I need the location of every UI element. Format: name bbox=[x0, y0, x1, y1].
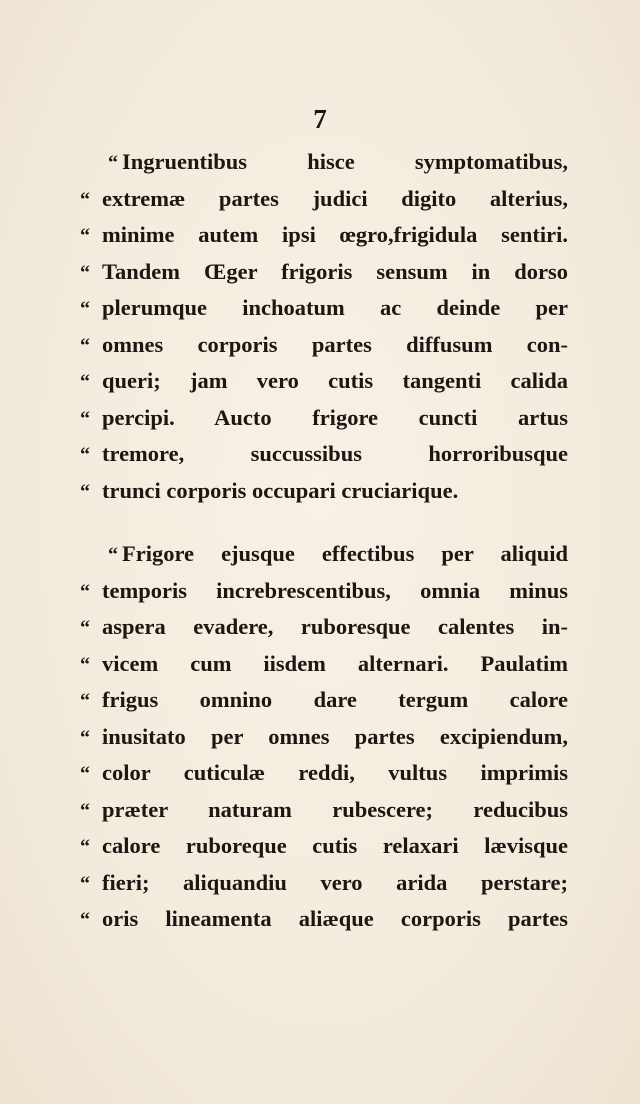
quote-mark: “ bbox=[80, 188, 90, 211]
quote-mark: “ bbox=[80, 617, 90, 639]
text-line: “ Tandem Œger frigoris sensum in dorso bbox=[80, 254, 568, 291]
quote-mark: “ bbox=[108, 544, 118, 566]
quote-mark: “ bbox=[80, 444, 90, 466]
quote-mark: “ bbox=[80, 480, 90, 503]
quote-mark: “ bbox=[80, 580, 90, 603]
quote-mark: “ bbox=[80, 225, 90, 247]
quote-mark: “ bbox=[80, 653, 90, 676]
text-line: “ plerumque inchoatum ac deinde per bbox=[80, 290, 568, 327]
quote-mark: “ bbox=[80, 872, 90, 895]
quote-mark: “ bbox=[80, 763, 90, 785]
text-line: “ vicem cum iisdem alternari. Paulatim bbox=[80, 646, 568, 683]
quote-mark: “ bbox=[80, 836, 90, 858]
text-line: “ percipi. Aucto frigore cuncti artus bbox=[80, 400, 568, 437]
quote-mark: “ bbox=[80, 799, 90, 822]
paragraph bbox=[80, 536, 568, 938]
text-line: “ oris lineamenta aliæque corporis partes bbox=[80, 901, 568, 938]
text-line: “ aspera evadere, ruboresque calentes in- bbox=[80, 609, 568, 646]
text-line: “ queri; jam vero cutis tangenti calida bbox=[80, 363, 568, 400]
quote-mark: “ bbox=[80, 407, 90, 430]
text-line: “ extremæ partes judici digito alterius, bbox=[80, 181, 568, 218]
text-line: “ tremore, succussibus horroribusque bbox=[80, 436, 568, 473]
text-line: “ Frigore ejusque effectibus per aliquid bbox=[80, 536, 568, 573]
quote-mark: “ bbox=[108, 152, 118, 174]
text-line: “ Ingruentibus hisce symptomatibus, bbox=[80, 144, 568, 181]
quote-mark: “ bbox=[80, 298, 90, 320]
text-line: “ color cuticulæ reddi, vultus imprimis bbox=[80, 755, 568, 792]
quote-mark: “ bbox=[80, 261, 90, 284]
body-text bbox=[80, 144, 568, 938]
page-number: 7 bbox=[313, 104, 327, 134]
quote-mark: “ bbox=[80, 334, 90, 357]
text-line: “ præter naturam rubescere; reducibus bbox=[80, 792, 568, 829]
quote-mark: “ bbox=[80, 690, 90, 712]
text-line: “ omnes corporis partes diffusum con- bbox=[80, 327, 568, 364]
text-line: “ inusitato per omnes partes excipiendum, bbox=[80, 719, 568, 756]
quote-mark: “ bbox=[80, 909, 90, 931]
text-line: “ minime autem ipsi œgro,frigidula sentiri. bbox=[80, 217, 568, 254]
text-line: “ temporis increbrescentibus, omnia minus bbox=[80, 573, 568, 610]
text-line: “ frigus omnino dare tergum calore bbox=[80, 682, 568, 719]
paragraph bbox=[80, 144, 568, 509]
text-line: “ trunci corporis occupari cruciarique. bbox=[80, 473, 568, 510]
quote-mark: “ bbox=[80, 726, 90, 749]
quote-mark: “ bbox=[80, 371, 90, 393]
paragraph-gap bbox=[80, 509, 568, 536]
text-line: “ calore ruboreque cutis relaxari lævisque bbox=[80, 828, 568, 865]
text-line: “ fieri; aliquandiu vero arida perstare; bbox=[80, 865, 568, 902]
